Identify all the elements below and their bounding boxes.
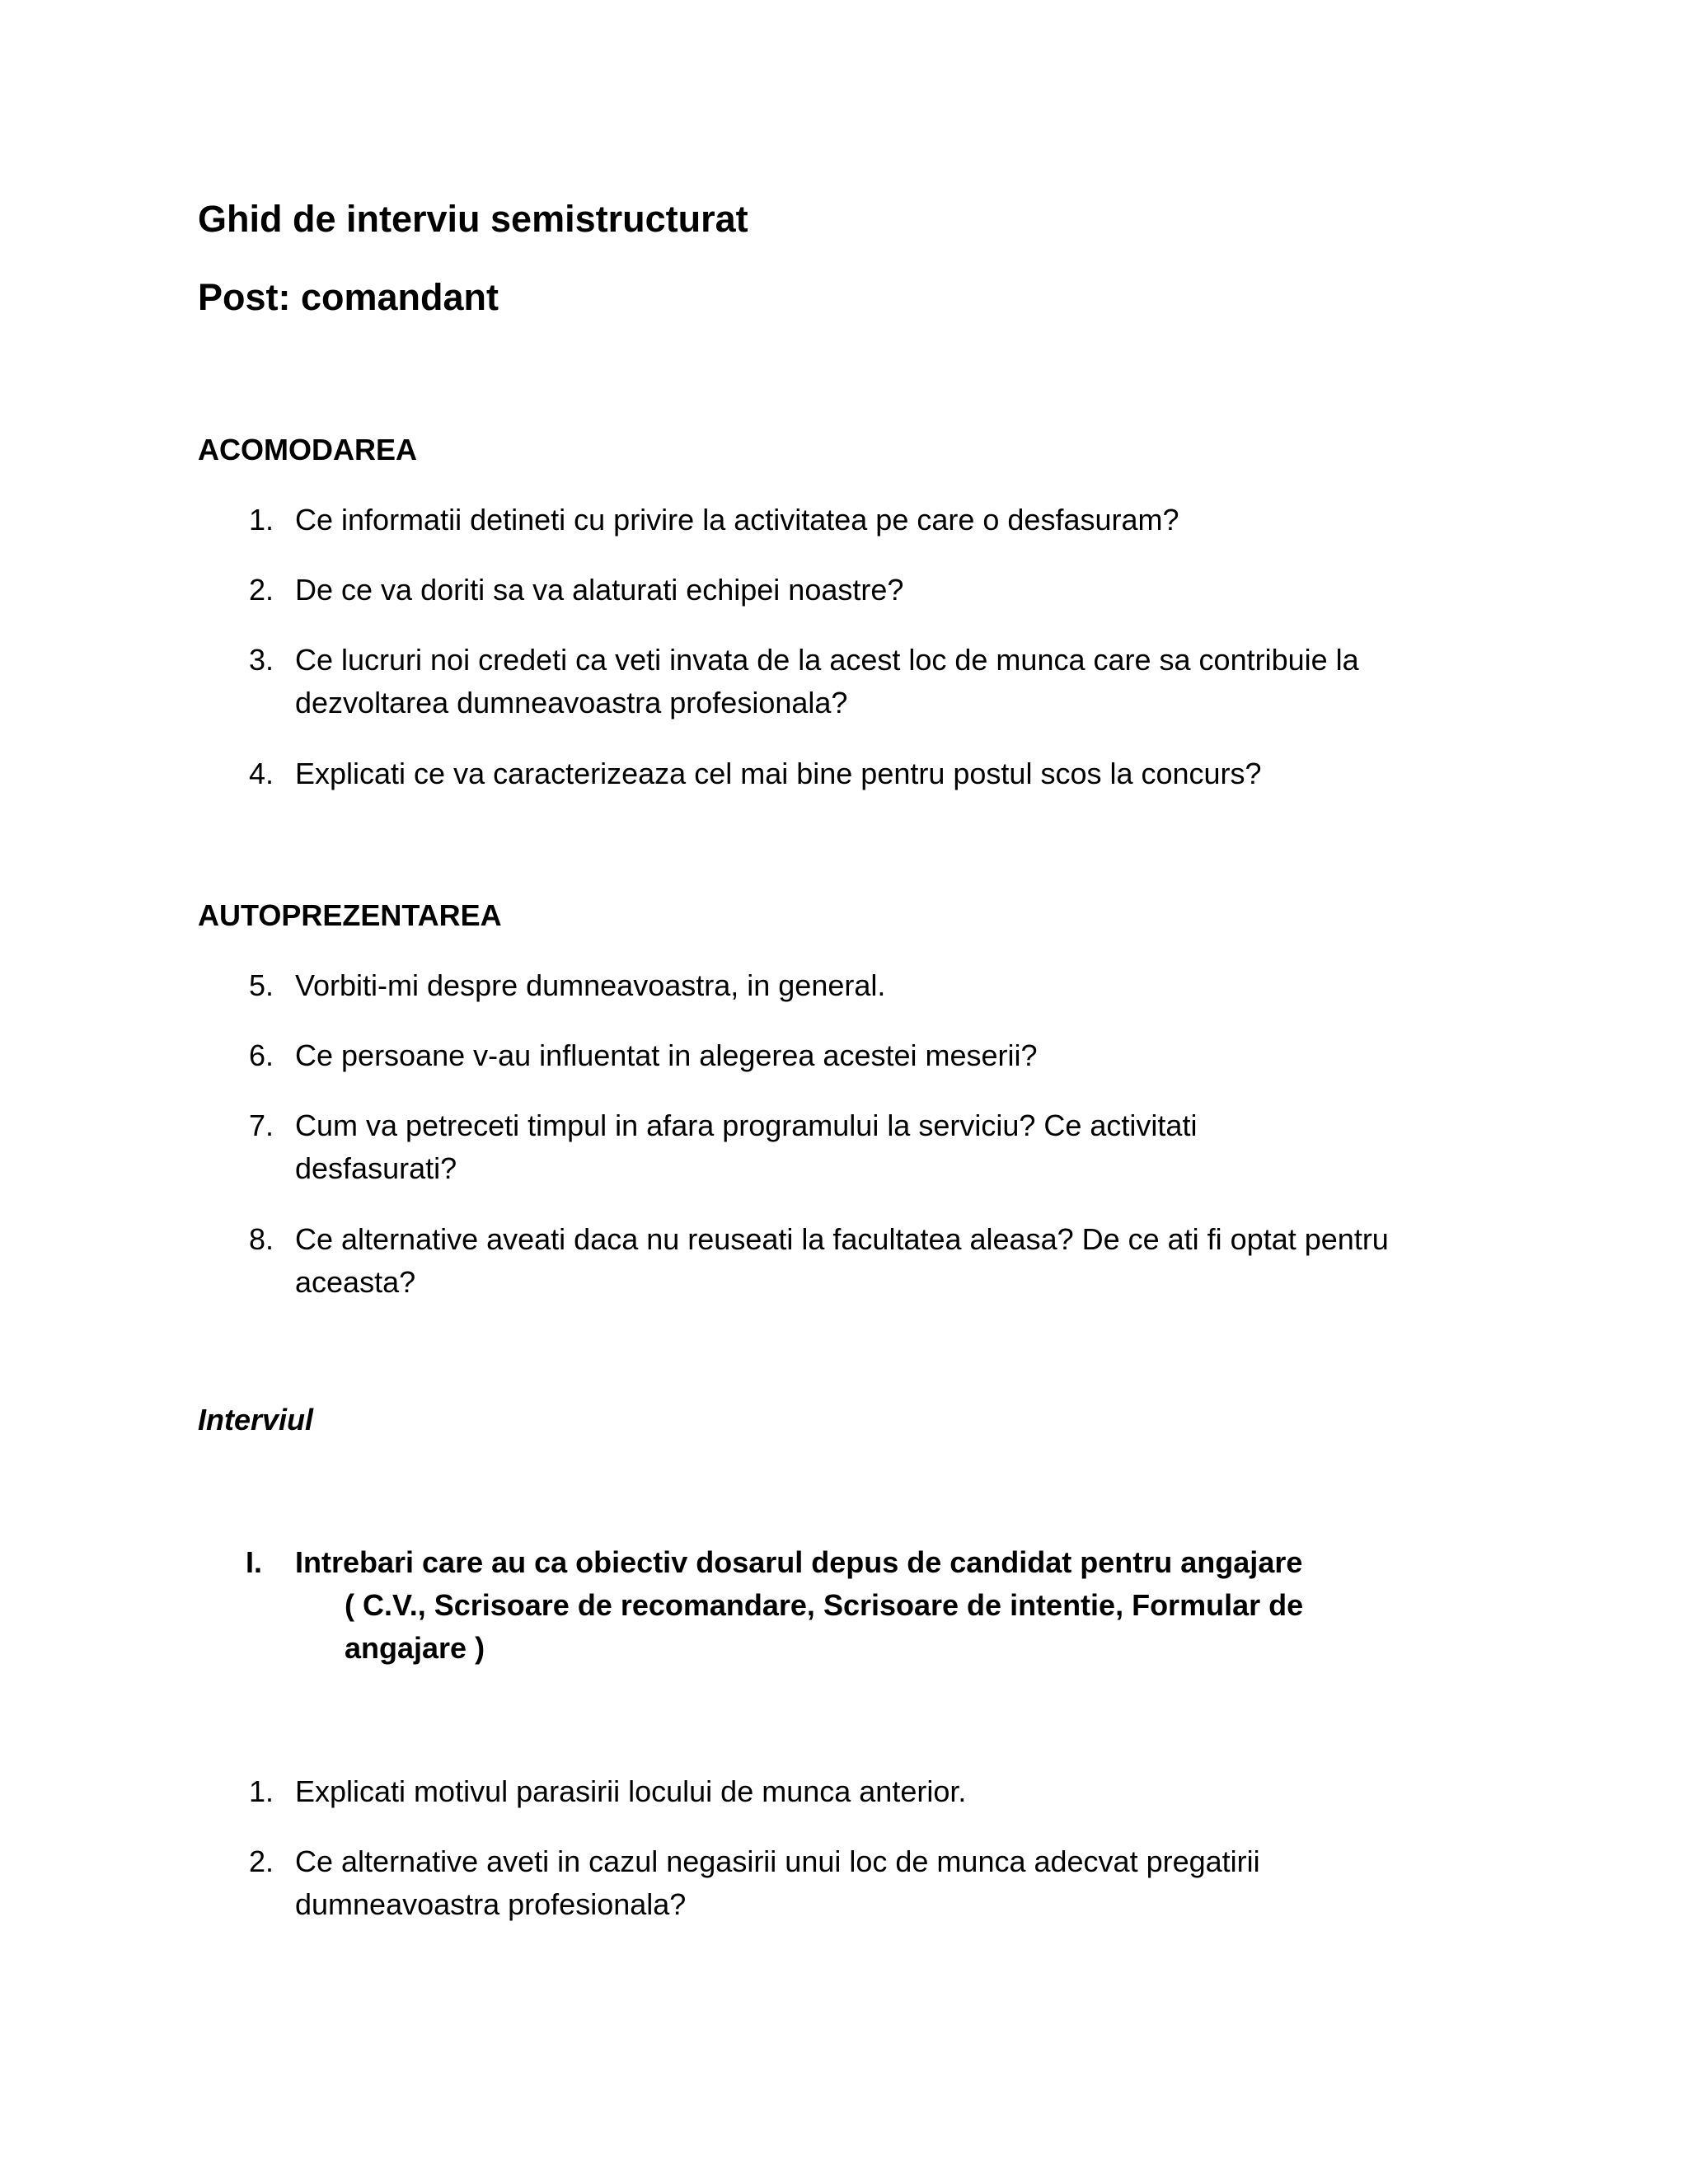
question-number: 5.: [248, 968, 274, 1002]
question-text: Ce alternative aveati daca nu reuseati la facultatea aleasa? De ce ati fi optat pentru aceasta?: [295, 1222, 1389, 1299]
question-number: 6.: [248, 1038, 274, 1072]
question-number: 2.: [248, 573, 274, 607]
part-title-line: ( C.V., Scrisoare de recomandare, Scrisoare de intentie, Formular de: [345, 1588, 1304, 1622]
question-text: Explicati ce va caracterizeaza cel mai bine pentru postul scos la concurs?: [295, 757, 1262, 790]
question-number: 2.: [248, 1844, 274, 1878]
question-text: Vorbiti-mi despre dumneavoastra, in general.: [295, 968, 886, 1002]
question-text: De ce va doriti sa va alaturati echipei noastre?: [295, 573, 904, 607]
question-text: Explicati motivul parasirii locului de munca anterior.: [295, 1774, 967, 1808]
section-heading-autoprezentarea: AUTOPREZENTAREA: [198, 898, 502, 932]
question-number: 1.: [248, 1774, 274, 1808]
question-number: 8.: [248, 1222, 274, 1256]
question-number: 3.: [248, 643, 274, 677]
question-text: Cum va petreceti timpul in afara programului la serviciu? Ce activitati desfasurati?: [295, 1108, 1198, 1185]
question-text: Ce lucruri noi credeti ca veti invata de la acest loc de munca care sa contribuie la dezvoltarea dumneavoastra profesionala?: [295, 643, 1359, 719]
question-number: 1.: [248, 503, 274, 537]
question-text: Ce persoane v-au influentat in alegerea acestei meserii?: [295, 1038, 1038, 1072]
question-text: Ce informatii detineti cu privire la activitatea pe care o desfasuram?: [295, 503, 1179, 537]
part-title-line: angajare ): [345, 1631, 485, 1665]
question-text: Ce alternative aveti in cazul negasirii unui loc de munca adecvat pregatirii dumneavoastra profesionala?: [295, 1844, 1260, 1921]
question-number: 4.: [248, 757, 274, 790]
section-heading-interviul: Interviul: [198, 1403, 314, 1436]
part-title-line: Intrebari care au ca obiectiv dosarul depus de candidat pentru angajare: [295, 1545, 1303, 1579]
question-number: 7.: [248, 1108, 274, 1142]
section-heading-acomodarea: ACOMODAREA: [198, 433, 417, 466]
part-number: I.: [246, 1545, 263, 1579]
document-title: Ghid de interviu semistructurat: [198, 198, 748, 240]
post-title: Post: comandant: [198, 276, 499, 318]
